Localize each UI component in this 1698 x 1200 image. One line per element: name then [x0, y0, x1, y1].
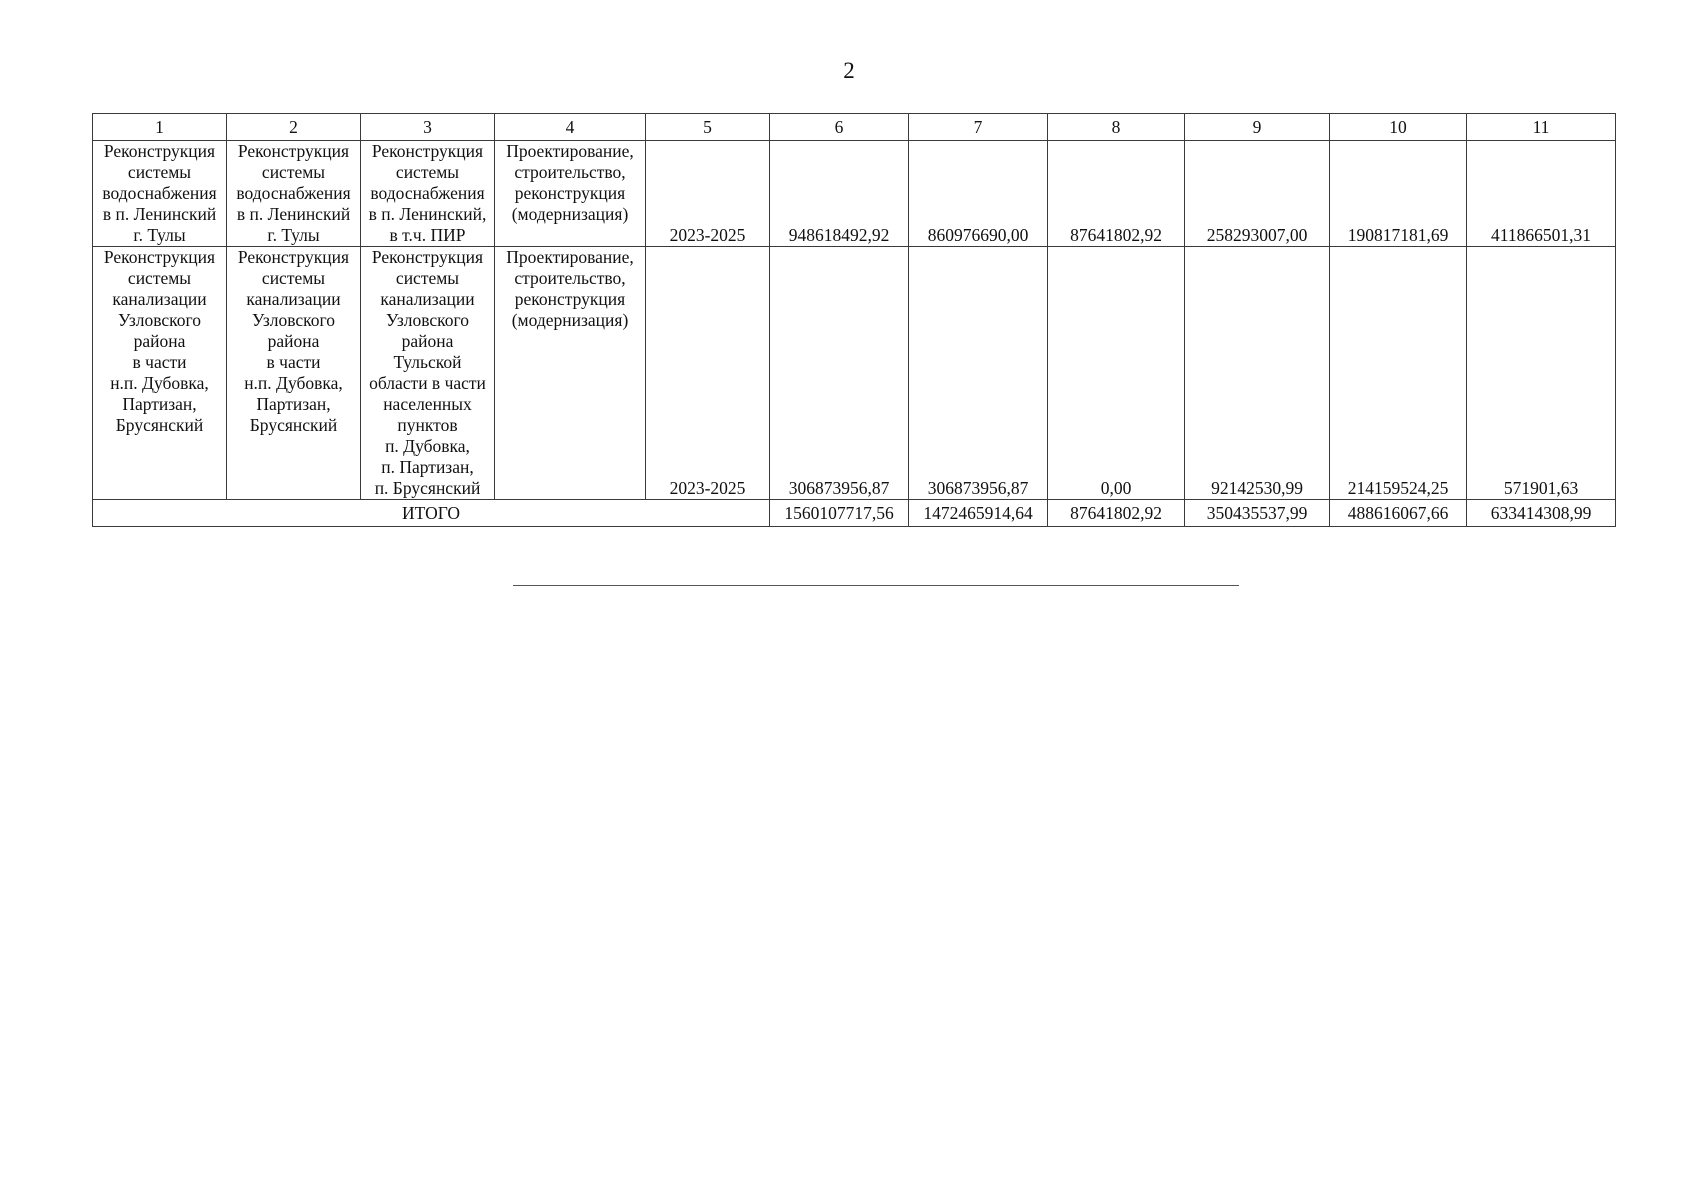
column-header: 6	[770, 114, 909, 141]
column-header: 10	[1330, 114, 1467, 141]
total-value: 350435537,99	[1185, 500, 1330, 527]
table-cell: Проектирование, строительство, реконструкция (модернизация)	[495, 141, 646, 247]
column-header: 1	[93, 114, 227, 141]
table-cell: 87641802,92	[1048, 141, 1185, 247]
table-cell: 306873956,87	[770, 247, 909, 500]
table-cell: 948618492,92	[770, 141, 909, 247]
column-header: 11	[1467, 114, 1616, 141]
table-cell: 411866501,31	[1467, 141, 1616, 247]
table-cell: 0,00	[1048, 247, 1185, 500]
data-table	[92, 113, 1616, 527]
total-value: 633414308,99	[1467, 500, 1616, 527]
column-header: 9	[1185, 114, 1330, 141]
column-header: 3	[361, 114, 495, 141]
table-cell: 92142530,99	[1185, 247, 1330, 500]
table-cell: Реконструкция системы канализации Узловского района в части н.п. Дубовка, Партизан, Брусянский	[93, 247, 227, 500]
total-value: 1472465914,64	[909, 500, 1048, 527]
column-header: 2	[227, 114, 361, 141]
page-number: 2	[843, 58, 855, 83]
table-cell: Реконструкция системы водоснабжения в п. Ленинский г. Тулы	[93, 141, 227, 247]
table-cell: 190817181,69	[1330, 141, 1467, 247]
table-cell: 258293007,00	[1185, 141, 1330, 247]
total-value: 1560107717,56	[770, 500, 909, 527]
total-value: 488616067,66	[1330, 500, 1467, 527]
total-value: 87641802,92	[1048, 500, 1185, 527]
separator-line	[513, 585, 1239, 586]
table-cell: Проектирование, строительство, реконструкция (модернизация)	[495, 247, 646, 500]
table-cell: 306873956,87	[909, 247, 1048, 500]
table-row	[93, 247, 1616, 500]
table-cell: 2023-2025	[646, 247, 770, 500]
table-cell: Реконструкция системы водоснабжения в п. Ленинский г. Тулы	[227, 141, 361, 247]
total-label: ИТОГО	[93, 500, 770, 527]
table-cell: 2023-2025	[646, 141, 770, 247]
table-cell: 571901,63	[1467, 247, 1616, 500]
table-cell: Реконструкция системы канализации Узловского района в части н.п. Дубовка, Партизан, Брусянский	[227, 247, 361, 500]
header-row	[93, 114, 1616, 141]
column-header: 8	[1048, 114, 1185, 141]
table-cell: Реконструкция системы водоснабжения в п. Ленинский, в т.ч. ПИР	[361, 141, 495, 247]
table-cell: 214159524,25	[1330, 247, 1467, 500]
table-cell: Реконструкция системы канализации Узловского района Тульской области в части населенных пунктов п. Дубовка, п. Партизан, п. Брусянский	[361, 247, 495, 500]
table-row	[93, 141, 1616, 247]
total-row	[93, 500, 1616, 527]
column-header: 4	[495, 114, 646, 141]
column-header: 7	[909, 114, 1048, 141]
table-cell: 860976690,00	[909, 141, 1048, 247]
column-header: 5	[646, 114, 770, 141]
